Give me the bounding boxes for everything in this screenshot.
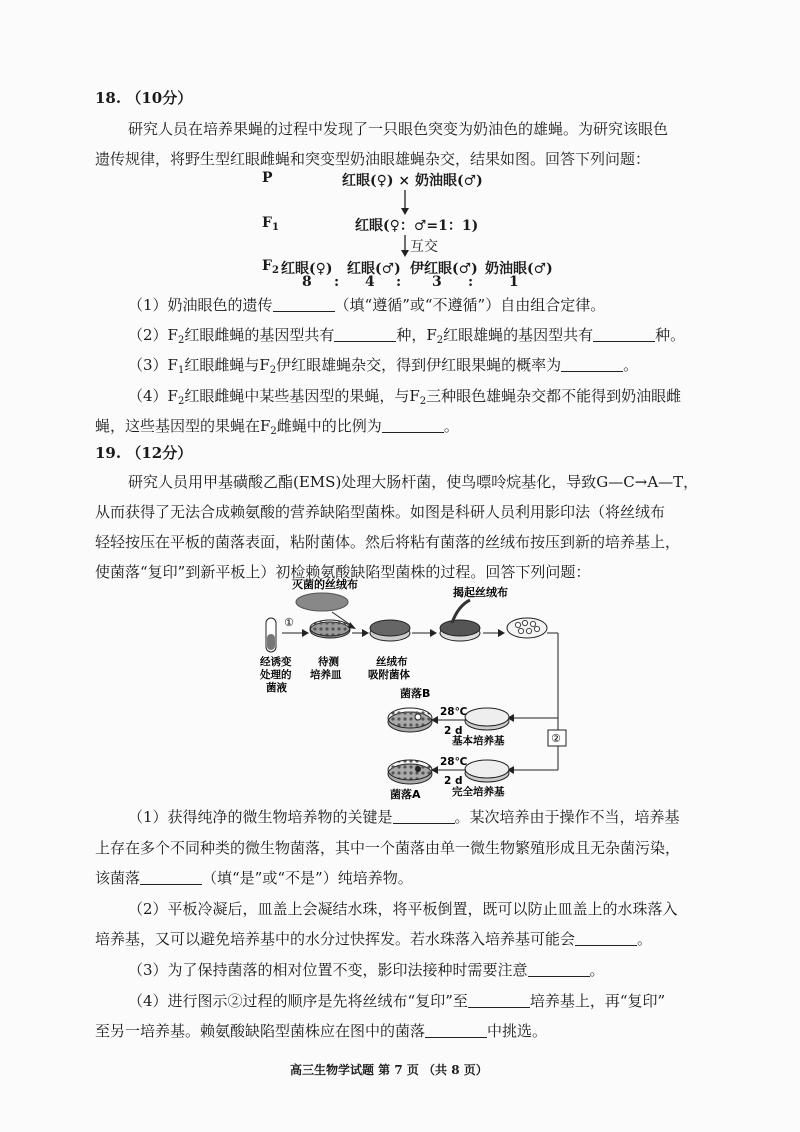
test-tube-icon [266,618,276,652]
q19-question-4: （4）进行图示②过程的顺序是先将丝绒布“复印”至 培养基上，再“复印” [128,992,666,1010]
f2-ratio-sep: : [396,274,402,290]
colony-b-dish-icon [388,708,432,732]
label-colony-a: 菌落A [390,788,421,800]
label-complete-medium: 完全培养基 [452,786,505,798]
answer-blank[interactable] [140,870,202,885]
q18-question-2: $(2)F_2$红眼雌蝇的基因型共有 种，$F_2$红眼雄蝇的基因型共有 种。 [128,326,686,346]
q18-question-4-cont: 蝇，这些基因型的果蝇在$F_2$雌蝇中的比例为 。 [95,417,459,437]
answer-blank[interactable] [593,327,655,342]
q19-question-1: （1）获得纯净的微生物培养物的关键是 。某次培养由于操作不当，培养基 [128,808,680,826]
page-footer: 高三生物学试题 第 7 页 （共 8 页） [290,1063,488,1077]
q18-number: 18. [95,89,122,107]
q19-question-3: （3）为了保持菌落的相对位置不变，影印法接种时需要注意 。 [128,961,605,979]
f2-phenotype-2: 红眼(♂) [347,261,401,277]
arrow-icon [302,629,309,637]
cross-p-label: P [262,170,273,186]
q18-question-3: $(3)F_1$红眼雌蝇与$F_2$伊红眼雄蝇杂交，得到伊红眼果蝇的概率为 。 [128,356,639,376]
time-label-complete: 2 d [444,775,463,787]
time-label-basic: 2 d [444,725,463,737]
tube-label-line1: 经诱变 [260,656,292,668]
f2-phenotype-3: 伊红眼(♂) [410,261,478,277]
cross-f2-label: $F_2$ [262,258,279,276]
arrow-icon [498,629,505,637]
answer-blank[interactable] [575,931,637,946]
answer-blank[interactable] [273,297,335,312]
tube-label-line3: 菌液 [266,682,287,694]
arrow-down-icon [401,208,409,215]
f2-phenotype-1: 红眼(♀) [281,261,333,277]
temp-label-complete: 28℃ [440,756,468,768]
cross-p-text: 红眼(♀) × 奶油眼(♂) [342,173,483,189]
basic-medium-dish-icon [465,708,509,730]
cross-intercross-label: 互交 [410,239,438,255]
step-2-label: ② [551,732,561,745]
arrow-icon [362,629,369,637]
arrow-icon [430,629,437,637]
q18-question-4: $(4)F_2$红眼雌蝇中某些基因型的果蝇，与$F_2$三种眼色雄蝇杂交都不能得到奶油眼雌 [128,387,682,407]
velvet-replica-icon [507,618,547,638]
velvet-on-dish-icon [370,620,410,641]
velvet-label-line2: 吸附菌体 [368,669,410,681]
complete-medium-dish-icon [465,760,509,782]
q18-header [95,88,192,108]
f2-ratio-1: 8 [302,274,312,290]
q19-intro-line3: 轻轻按压在平板的菌落表面，粘附菌体。然后将粘有菌落的丝绒布按压到新的培养基上， [95,533,681,551]
q19-score: （12分） [126,444,193,462]
colony-a-dish-icon [388,760,432,784]
answer-blank[interactable] [561,357,623,372]
q19-number: 19. [95,444,122,462]
sterile-velvet-shape [296,593,348,611]
q18-score: （10分） [126,89,193,107]
answer-blank[interactable] [382,418,444,433]
label-sterile-velvet: 灭菌的丝绒布 [292,578,358,591]
q18-intro-line1: 研究人员在培养果蝇的过程中发现了一只眼色突变为奶油色的雄蝇。为研究该眼色 [128,120,669,138]
q18-intro-line2: 遗传规律，将野生型红眼雌蝇和突变型奶油眼雄蝇杂交，结果如图。回答下列问题： [95,150,651,168]
q19-question-1-line3: 该菌落 （填“是”或“不是”）纯培养物。 [95,869,413,887]
q19-question-2-line2: 培养基，又可以避免培养基中的水分过快挥发。若水珠落入培养基可能会 。 [95,930,653,948]
test-dish-icon [310,620,350,638]
q19-question-1-line2: 上存在多个不同种类的微生物菌落，其中一个菌落由单一微生物繁殖形成且无杂菌污染， [95,839,681,857]
q19-question-2: （2）平板冷凝后，皿盖上会凝结水珠，将平板倒置，既可以防止皿盖上的水珠落入 [128,900,678,918]
lifting-velvet-icon [440,600,480,641]
answer-blank[interactable] [425,1023,487,1038]
f2-phenotype-4: 奶油眼(♂) [485,261,553,277]
replica-plating-diagram [240,578,570,800]
q19-intro-line1: 研究人员用甲基磺酸乙酯(EMS)处理大肠杆菌，使鸟嘌呤烷基化，导致G—C→A—T， [128,473,699,491]
q19-intro-line4: 使菌落“复印”到新平板上）初检赖氨酸缺陷型菌株的过程。回答下列问题： [95,563,591,581]
answer-blank[interactable] [393,809,455,824]
f2-ratio-3: 3 [432,274,442,290]
f2-ratio-4: 1 [509,274,519,290]
q19-header [95,443,192,463]
dish-label-line2: 培养皿 [310,669,342,681]
f2-ratio-sep: : [334,274,340,290]
f2-ratio-2: 4 [365,274,375,290]
q19-question-4-line2: 至另一培养基。赖氨酸缺陷型菌株应在图中的菌落 中挑选。 [95,1022,548,1040]
q18-question-1: （1）奶油眼色的遗传 （填“遵循”或“不遵循”）自由组合定律。 [128,296,606,314]
label-lift-velvet: 揭起丝绒布 [453,586,508,599]
temp-label-basic: 28℃ [440,706,468,718]
cross-arrows [395,186,415,266]
dish-label-line1: 待测 [318,656,339,668]
answer-blank[interactable] [334,327,396,342]
cross-f1-label: $F_1$ [262,215,279,233]
answer-blank[interactable] [468,993,530,1008]
step-1-label: ① [284,616,294,629]
tube-label-line2: 处理的 [260,669,292,681]
cross-f1-text: 红眼(♀：♂=1：1) [355,218,479,234]
f2-ratio-sep: : [468,274,474,290]
velvet-label-line1: 丝绒布 [376,656,408,668]
answer-blank[interactable] [528,962,590,977]
label-colony-b: 菌落B [400,687,431,700]
label-basic-medium: 基本培养基 [452,735,505,747]
q19-intro-line2: 从而获得了无法合成赖氨酸的营养缺陷型菌株。如图是科研人员利用影印法（将丝绒布 [95,503,666,521]
arrow-down-icon [401,250,409,257]
